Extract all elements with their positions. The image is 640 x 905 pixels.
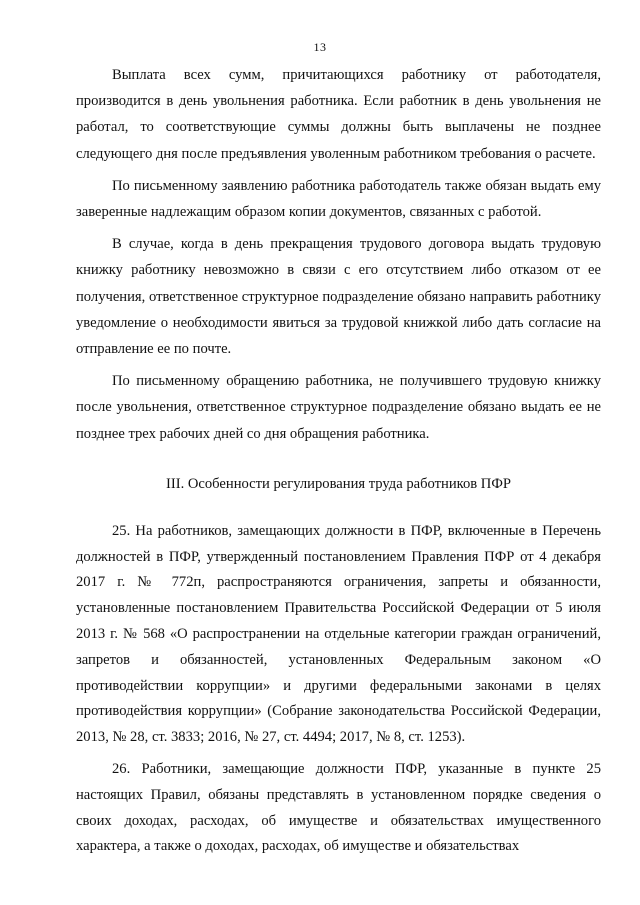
section-heading: III. Особенности регулирования труда работников ПФР: [165, 475, 511, 492]
clause-26: 26. Работники, замещающие должности ПФР, указанные в пункте 25 настоящих Правил, обязаны представлять в установленном порядке сведения о своих доходах, расходах, об имуществе и обязательствах имущественного характера, а также о доходах, расходах, об имуществе и обязательствах: [76, 761, 601, 855]
paragraph-document-copies: По письменному заявлению работника работодатель также обязан выдать ему заверенные надлежащим образом копии документов, связанных с работой.: [76, 177, 601, 221]
paragraph-final-payment: Выплата всех сумм, причитающихся работнику от работодателя, производится в день увольнения работника. Если работник в день увольнения не работал, то соответствующие суммы должны быть выплачены не позднее следующего дня после предъявления уволенным работником требования о расчете.: [76, 67, 601, 162]
clause-25: 25. На работников, замещающих должности в ПФР, включенные в Перечень должностей в ПФР, утвержденный постановлением Правления ПФР от 4 декабря 2017 г. № 772п, распространяются ограничения, запреты и обязанности, установленные постановлением Правительства Российской Федерации от 5 июля 2013 г. № 568 «О распространении на отдельные категории граждан ограничений, запретов и обязанностей, установленных Федеральным законом «О противодействии коррупции» и другими федеральными законами в целях противодействия коррупции» (Собрание законодательства Российской Федерации, 2013, № 28, ст. 3833; 2016, № 27, ст. 4494; 2017, № 8, ст. 1253).: [76, 522, 601, 746]
paragraph-work-book-notice: В случае, когда в день прекращения трудового договора выдать трудовую книжку работнику невозможно в связи с его отсутствием либо отказом от ее получения, ответственное структурное подразделение обязано направить работнику уведомление о необходимости явиться за трудовой книжкой либо дать согласие на отправление ее по почте.: [76, 236, 601, 358]
document-body: [76, 62, 601, 860]
page-number: 13: [313, 40, 327, 54]
paragraph-work-book-request: По письменному обращению работника, не получившего трудовую книжку после увольнения, ответственное структурное подразделение обязано выдать ее не позднее трех рабочих дней со дня обращения работника.: [76, 373, 601, 442]
